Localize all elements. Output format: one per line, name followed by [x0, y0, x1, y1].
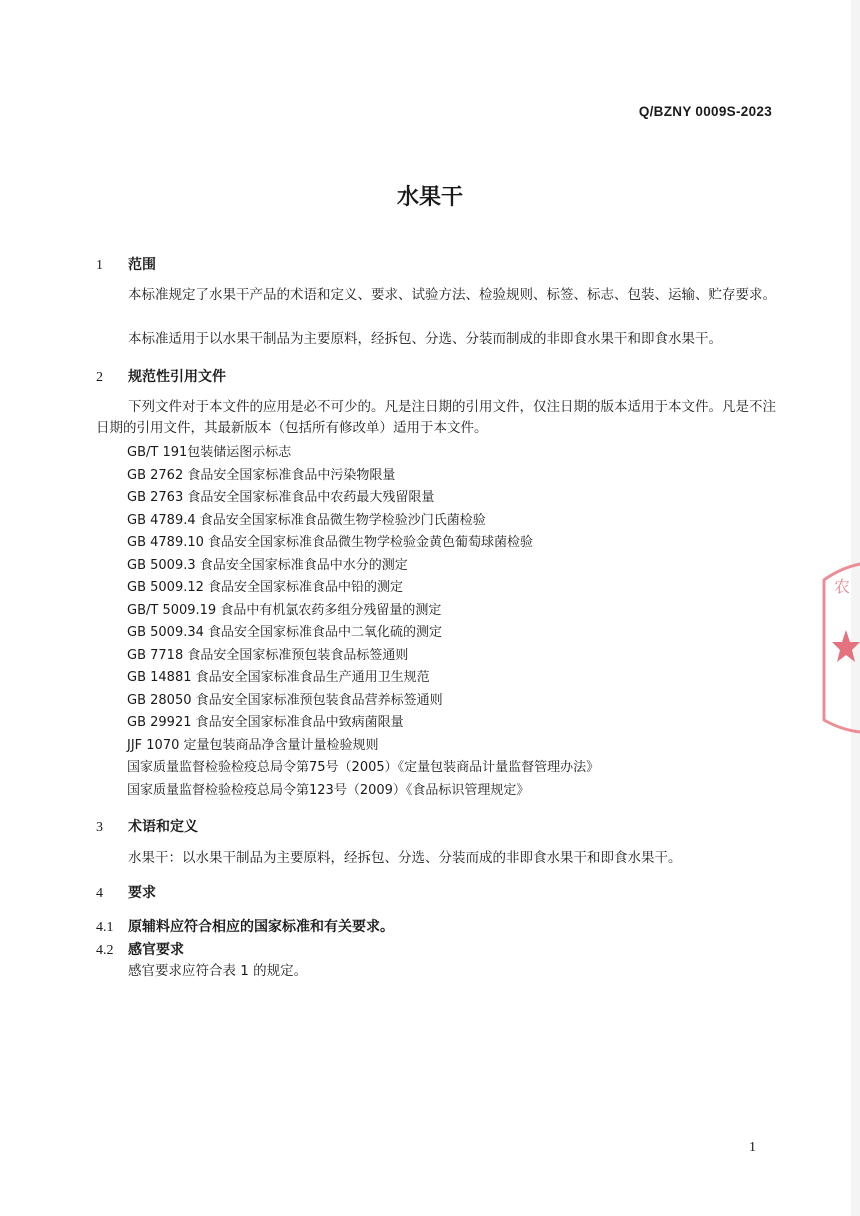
- section-2-heading: [96, 366, 226, 386]
- section-3-paragraph: 水果干：以水果干制品为主要原料，经拆包、分选、分装而成的非即食水果干和即食水果干。: [128, 850, 682, 866]
- page-number: 1: [749, 1140, 756, 1155]
- section-number: 2: [96, 370, 103, 385]
- reference-item: GB 7718 食品安全国家标准预包装食品标签通则: [127, 647, 409, 663]
- section-4-heading: [96, 882, 156, 902]
- reference-item: GB 5009.12 食品安全国家标准食品中铅的测定: [127, 580, 404, 595]
- section-title: 范围: [128, 257, 156, 273]
- reference-item: 国家质量监督检验检疫总局令第75号（2005）《定量包装商品计量监督管理办法》: [127, 760, 600, 775]
- reference-item: JJF 1070 定量包装商品净含量计量检验规则: [127, 737, 379, 753]
- subsection-4-1-heading: [96, 916, 394, 936]
- reference-item: GB 5009.34 食品安全国家标准食品中二氧化硫的测定: [127, 625, 443, 640]
- document-code: Q/BZNY 0009S-2023: [638, 104, 772, 119]
- section-number: 1: [96, 258, 103, 273]
- reference-item: GB 2763 食品安全国家标准食品中农药最大残留限量: [127, 490, 435, 505]
- section-2-intro: 下列文件对于本文件的应用是必不可少的。凡是注日期的引用文件，仅注日期的版本适用于本文件。凡是不注日期的引用文件，其最新版本（包括所有修改单）适用于本文件。: [96, 399, 776, 436]
- reference-item: GB/T 5009.19 食品中有机氯农药多组分残留量的测定: [127, 602, 442, 618]
- reference-item: 国家质量监督检验检疫总局令第123号（2009）《食品标识管理规定》: [127, 782, 530, 798]
- subsection-title: 感官要求: [128, 942, 184, 958]
- section-1-heading: [96, 254, 156, 274]
- reference-item: GB 4789.4 食品安全国家标准食品微生物学检验沙门氏菌检验: [127, 512, 486, 528]
- reference-item: GB 28050 食品安全国家标准预包装食品营养标签通则: [127, 692, 443, 708]
- reference-item: GB 4789.10 食品安全国家标准食品微生物学检验金黄色葡萄球菌检验: [127, 535, 534, 550]
- seal-glyph: 农: [834, 577, 851, 596]
- reference-item: GB/T 191包装储运图示标志: [127, 445, 292, 460]
- section-number: 4: [96, 886, 103, 901]
- section-title: 规范性引用文件: [128, 369, 226, 385]
- subsection-number: 4.1: [96, 920, 114, 935]
- document-title: 水果干: [396, 185, 463, 210]
- reference-item: GB 29921 食品安全国家标准食品中致病菌限量: [127, 715, 404, 730]
- reference-item: GB 5009.3 食品安全国家标准食品中水分的测定: [127, 557, 408, 573]
- section-title: 要求: [128, 885, 156, 901]
- subsection-4-2-heading: [96, 939, 184, 959]
- section-title: 术语和定义: [128, 819, 198, 835]
- section-3-heading: [96, 816, 198, 836]
- section-1-paragraph-1: 本标准规定了水果干产品的术语和定义、要求、试验方法、检验规则、标签、标志、包装、运输、贮存要求。: [128, 287, 776, 303]
- subsection-title: 原辅料应符合相应的国家标准和有关要求。: [128, 919, 394, 935]
- red-seal-stamp: [820, 560, 860, 736]
- reference-item: GB 2762 食品安全国家标准食品中污染物限量: [127, 467, 396, 483]
- reference-list: [127, 442, 599, 802]
- section-1-paragraph-2: 本标准适用于以水果干制品为主要原料，经拆包、分选、分装而制成的非即食水果干和即食水果干。: [128, 331, 722, 347]
- section-number: 3: [96, 820, 103, 835]
- subsection-number: 4.2: [96, 943, 114, 958]
- subsection-4-2-paragraph: 感官要求应符合表 1 的规定。: [128, 963, 308, 979]
- reference-item: GB 14881 食品安全国家标准食品生产通用卫生规范: [127, 670, 430, 685]
